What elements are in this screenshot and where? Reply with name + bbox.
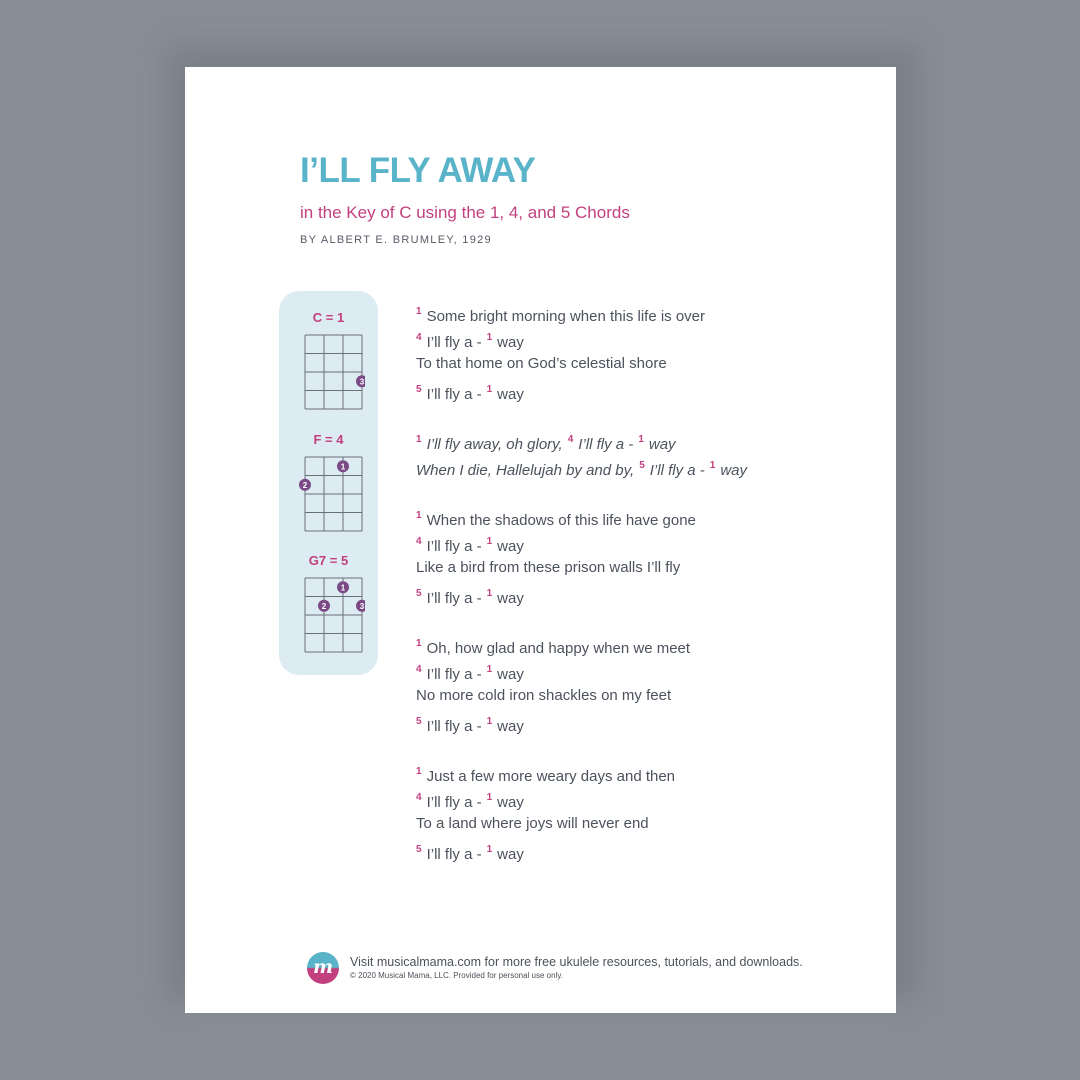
chord-number: 1 — [486, 536, 493, 547]
lyric-segment — [639, 462, 705, 479]
lyric-segment — [416, 512, 696, 529]
lyric-text: Some bright morning when this life is over — [426, 308, 706, 325]
chord-number: 4 — [567, 434, 574, 445]
chord-diagram-c — [299, 331, 365, 411]
lyric-text: When the shadows of this life have gone — [426, 512, 696, 529]
chord-number: 1 — [638, 434, 644, 445]
chord-number: 5 — [416, 384, 422, 395]
lyric-segment — [710, 462, 747, 479]
lyric-text: way — [497, 538, 524, 555]
lyric-line — [416, 811, 856, 837]
chord-panel — [279, 291, 378, 675]
verse — [416, 503, 856, 607]
chord-number: 1 — [416, 766, 422, 777]
lyric-text: way — [497, 334, 524, 351]
chord-number: 4 — [416, 332, 422, 343]
chord-number: 1 — [709, 460, 716, 471]
lyric-line — [416, 325, 856, 351]
lyric-segment — [487, 794, 524, 811]
lyric-text: way — [497, 386, 524, 403]
lyric-line — [416, 785, 856, 811]
lyric-segment — [416, 462, 634, 479]
chord-number: 5 — [416, 588, 422, 599]
lyric-line — [416, 377, 856, 403]
lyric-segment — [416, 815, 649, 832]
lyric-segment — [487, 846, 524, 863]
lyric-segment — [416, 590, 482, 607]
musical-mama-logo: m — [307, 952, 339, 984]
lyric-segment — [487, 334, 524, 351]
lyric-text: way — [497, 846, 524, 863]
lyric-segment — [487, 590, 524, 607]
verse — [416, 299, 856, 403]
lyric-line — [416, 837, 856, 863]
lyric-line — [416, 351, 856, 377]
lyric-segment — [416, 718, 482, 735]
finger-number: 3 — [359, 377, 365, 387]
lyric-segment — [416, 436, 563, 453]
lyric-text: I’ll fly a - — [426, 386, 482, 403]
lyric-line — [416, 299, 856, 325]
lyric-segment — [416, 794, 482, 811]
lyric-text: way — [497, 718, 524, 735]
lyric-text: I’ll fly a - — [649, 462, 705, 479]
chord-g7 — [279, 552, 378, 611]
lyric-line — [416, 453, 856, 479]
finger-number: 3 — [359, 601, 365, 611]
lyric-segment — [416, 386, 482, 403]
song-byline: BY ALBERT E. BRUMLEY, 1929 — [300, 234, 492, 246]
lyric-segment — [638, 436, 675, 453]
chord-number: 5 — [416, 716, 422, 727]
lyric-text: Like a bird from these prison walls I’ll fly — [416, 559, 681, 576]
chorus — [416, 427, 856, 479]
lyric-text: way — [497, 590, 524, 607]
lyric-segment — [568, 436, 634, 453]
chord-number: 1 — [486, 664, 493, 675]
lyric-segment — [416, 666, 482, 683]
chord-diagram-g7 — [299, 574, 365, 654]
chord-name: C = 1 — [312, 310, 345, 325]
lyric-segment — [416, 334, 482, 351]
song-subtitle: in the Key of C using the 1, 4, and 5 Chords — [300, 203, 630, 222]
lyric-segment — [487, 666, 524, 683]
lyric-segment — [416, 687, 671, 704]
lyric-line — [416, 759, 856, 785]
chord-number: 4 — [416, 664, 422, 675]
lyric-line — [416, 581, 856, 607]
finger-number: 2 — [321, 601, 327, 611]
song-sheet — [185, 67, 896, 1013]
lyric-text: I’ll fly away, oh glory, — [426, 436, 563, 453]
chord-number: 1 — [486, 716, 493, 727]
chord-number: 1 — [486, 332, 493, 343]
lyric-segment — [487, 386, 524, 403]
lyric-text: I’ll fly a - — [426, 718, 482, 735]
lyric-text: To that home on God’s celestial shore — [416, 355, 667, 372]
lyric-line — [416, 631, 856, 657]
lyric-text: way — [648, 436, 676, 453]
lyric-text: I’ll fly a - — [426, 334, 482, 351]
chord-number: 1 — [416, 434, 422, 445]
lyric-segment — [416, 846, 482, 863]
lyric-text: I’ll fly a - — [426, 794, 482, 811]
lyric-segment — [416, 355, 667, 372]
chord-name: F = 4 — [313, 432, 344, 447]
chord-f — [279, 431, 378, 490]
lyric-text: Oh, how glad and happy when we meet — [426, 640, 691, 657]
song-title: I’LL FLY AWAY — [300, 151, 536, 190]
footer-copyright: © 2020 Musical Mama, LLC. Provided for personal use only. — [350, 971, 563, 980]
verse — [416, 759, 856, 863]
lyric-text: I’ll fly a - — [426, 590, 482, 607]
lyric-text: I’ll fly a - — [578, 436, 634, 453]
lyrics — [416, 299, 856, 887]
chord-number: 1 — [486, 792, 493, 803]
chord-number: 4 — [416, 792, 422, 803]
chord-number: 5 — [639, 460, 645, 471]
finger-number: 1 — [340, 583, 346, 593]
lyric-segment — [416, 308, 705, 325]
lyric-line — [416, 529, 856, 555]
lyric-line — [416, 709, 856, 735]
chord-number: 1 — [486, 384, 493, 395]
lyric-text: No more cold iron shackles on my feet — [416, 687, 672, 704]
lyric-line — [416, 503, 856, 529]
finger-number: 1 — [340, 462, 346, 472]
lyric-line — [416, 427, 856, 453]
lyric-text: way — [720, 462, 748, 479]
lyric-text: way — [497, 794, 524, 811]
lyric-segment — [416, 768, 675, 785]
chord-number: 1 — [486, 588, 493, 599]
lyric-segment — [487, 538, 524, 555]
lyric-text: I’ll fly a - — [426, 666, 482, 683]
lyric-text: Just a few more weary days and then — [426, 768, 676, 785]
chord-number: 1 — [486, 844, 493, 855]
lyric-segment — [487, 718, 524, 735]
lyric-line — [416, 657, 856, 683]
lyric-segment — [416, 559, 680, 576]
lyric-line — [416, 683, 856, 709]
lyric-text: When I die, Hallelujah by and by, — [416, 462, 635, 479]
lyric-text: way — [497, 666, 524, 683]
lyric-text: I’ll fly a - — [426, 538, 482, 555]
lyric-line — [416, 555, 856, 581]
chord-number: 4 — [416, 536, 422, 547]
lyric-text: I’ll fly a - — [426, 846, 482, 863]
finger-number: 2 — [302, 480, 308, 490]
chord-diagram-f — [299, 453, 365, 533]
chord-name: G7 = 5 — [308, 553, 349, 568]
chord-number: 1 — [416, 306, 422, 317]
chord-number: 5 — [416, 844, 422, 855]
lyric-text: To a land where joys will never end — [416, 815, 649, 832]
lyric-segment — [416, 538, 482, 555]
chord-number: 1 — [416, 638, 422, 649]
footer-link-text: Visit musicalmama.com for more free ukulele resources, tutorials, and downloads. — [350, 955, 803, 969]
chord-c — [279, 309, 378, 387]
chord-number: 1 — [416, 510, 422, 521]
lyric-segment — [416, 640, 690, 657]
verse — [416, 631, 856, 735]
